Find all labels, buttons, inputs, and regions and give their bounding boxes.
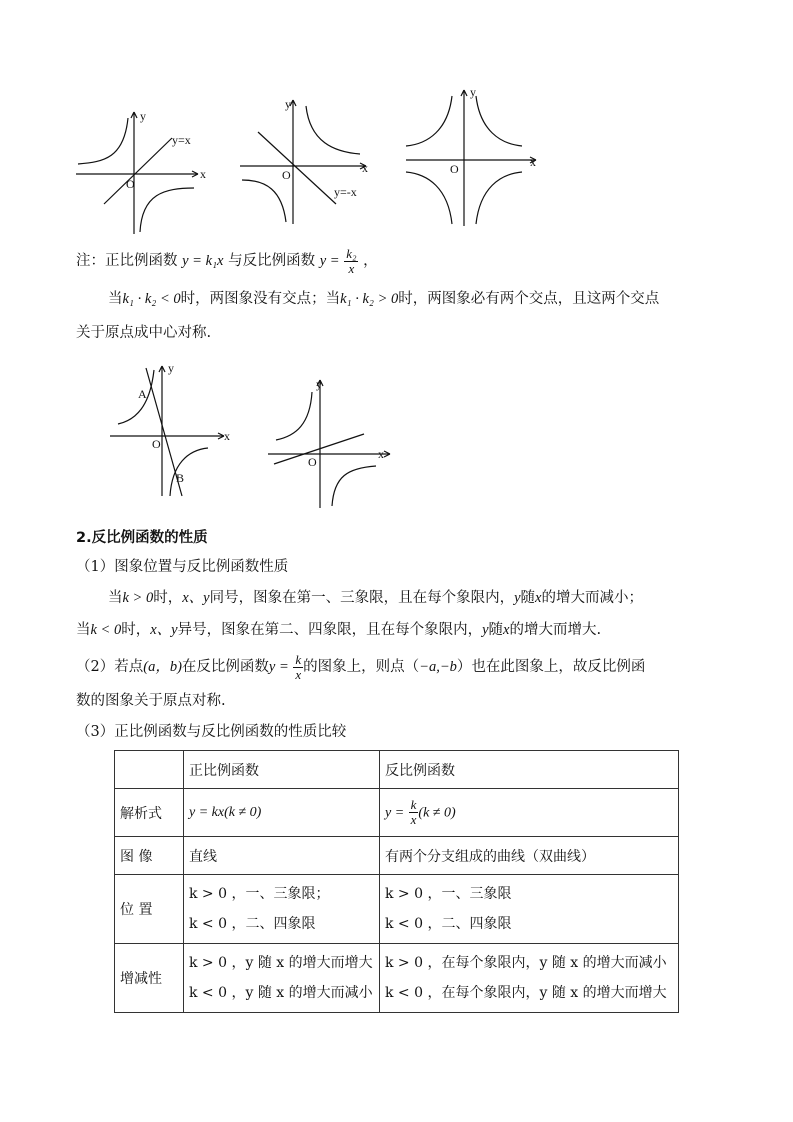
y-axis-label: y bbox=[285, 97, 291, 111]
graph-intersection-ab bbox=[108, 361, 230, 498]
table-header-direct: 正比例函数 bbox=[184, 751, 380, 789]
sub3-title: （3）正比例函数与反比例函数的性质比较 bbox=[76, 724, 347, 740]
graph-hyperbola-with-y-eq-x bbox=[74, 108, 214, 236]
row-label: 增减性 bbox=[115, 944, 184, 1013]
y-axis-label: y bbox=[316, 377, 322, 391]
line-y-eq-x bbox=[104, 138, 172, 204]
inverse-fraction: $\frac{\text{k₂}}{x}$ bbox=[346, 245, 357, 276]
x-axis-label: x bbox=[224, 429, 230, 443]
x-axis-label: x bbox=[530, 155, 536, 169]
property-k-negative: 当k < 0时，x、y异号，图象在第二、四象限，且在每个象限内，y随x的增大而增大. bbox=[76, 622, 602, 638]
comparison-table bbox=[114, 750, 679, 1013]
sub1-title: （1）图象位置与反比例函数性质 bbox=[76, 559, 289, 575]
y-axis-label: y bbox=[470, 85, 476, 99]
line-label: y=-x bbox=[334, 185, 357, 199]
hyperbola-branch-q2 bbox=[276, 392, 312, 440]
hyperbola-branch-q4 bbox=[476, 172, 522, 224]
table-row bbox=[115, 875, 679, 944]
table-cell bbox=[115, 751, 184, 789]
sub2-line-2: 数的图象关于原点对称. bbox=[76, 693, 226, 709]
x-axis-label: x bbox=[200, 167, 206, 181]
hyperbola-branch-q3 bbox=[406, 172, 452, 224]
table-row bbox=[115, 837, 679, 875]
graph-hyperbola-with-y-eq-negx bbox=[238, 96, 378, 226]
origin-label: O bbox=[126, 177, 135, 191]
sub2-line-1: （2）若点(a，b)在反比例函数y = $\frac{k}{x}$ 的图象上，则点（−a,−b）也在此图象上，故反比例函 bbox=[76, 651, 646, 682]
formula-inverse: y = $\frac{k}{x}$ (k ≠ 0) bbox=[380, 789, 679, 837]
formula-inverse-fraction: $\frac{k}{x}$ bbox=[410, 797, 417, 827]
note-line-2: 当k₁ · k₂ < 0时，两图象没有交点；当k₁ · k₂ > 0时，两图象必有两个交点，且这两个交点 bbox=[108, 291, 660, 307]
hyperbola-branch-upper bbox=[78, 118, 128, 164]
hyperbola-branch-q2 bbox=[406, 96, 452, 146]
row-label: 位 置 bbox=[115, 875, 184, 944]
sub2-fraction: $\frac{k}{x}$ bbox=[295, 651, 302, 682]
origin-label: O bbox=[450, 162, 459, 176]
graph-hyperbola-both bbox=[404, 85, 544, 228]
table-header-inverse: 反比例函数 bbox=[380, 751, 679, 789]
monotonic-direct: k > 0 ，y 随 x 的增大而增大 k < 0 ，y 随 x 的增大而减小 bbox=[184, 944, 380, 1013]
point-b-label: B bbox=[176, 471, 185, 485]
note-line-3: 关于原点成中心对称. bbox=[76, 325, 212, 341]
hyperbola-branch-q1 bbox=[476, 96, 522, 146]
origin-label: O bbox=[308, 455, 317, 469]
row-label: 图 像 bbox=[115, 837, 184, 875]
property-k-positive: 当k > 0时，x、y同号，图象在第一、三象限，且在每个象限内，y随x的增大而减小； bbox=[108, 590, 643, 606]
inverse-lhs: y = bbox=[319, 253, 340, 269]
hyperbola-branch-q1 bbox=[306, 106, 360, 154]
position-direct: k > 0 ，一、三象限； k < 0 ，二、四象限 bbox=[184, 875, 380, 944]
table-row bbox=[115, 789, 679, 837]
note-line-1: 注：正比例函数 y = k₁x 与反比例函数 y = $\frac{\text{k₂}}{x}$ ， bbox=[76, 245, 378, 276]
x-axis-label: x bbox=[362, 161, 368, 175]
position-inverse: k > 0 ，一、三象限 k < 0 ，二、四象限 bbox=[380, 875, 679, 944]
row-label: 解析式 bbox=[115, 789, 184, 837]
point-a-label: A bbox=[138, 387, 147, 401]
section-title: 2.反比例函数的性质 bbox=[76, 530, 208, 546]
direct-formula: y = k₁x bbox=[182, 253, 224, 269]
origin-label: O bbox=[152, 437, 161, 451]
graph-no-intersection bbox=[266, 376, 394, 510]
graph-direct: 直线 bbox=[184, 837, 380, 875]
origin-label: O bbox=[282, 168, 291, 182]
x-axis-label: x bbox=[378, 447, 384, 461]
y-axis-label: y bbox=[140, 109, 146, 123]
table-row bbox=[115, 944, 679, 1013]
monotonic-inverse: k > 0 ，在每个象限内，y 随 x 的增大而减小 k < 0 ，在每个象限内，y 随 x 的增大而增大 bbox=[380, 944, 679, 1013]
table-header-row bbox=[115, 751, 679, 789]
formula-direct: y = kx(k ≠ 0) bbox=[184, 789, 380, 837]
hyperbola-branch-q4 bbox=[332, 466, 376, 506]
line-label: y=x bbox=[172, 133, 191, 147]
hyperbola-branch-lower bbox=[140, 188, 194, 232]
hyperbola-branch-q3 bbox=[242, 180, 286, 222]
graph-inverse: 有两个分支组成的曲线（双曲线） bbox=[380, 837, 679, 875]
shallow-line bbox=[274, 434, 364, 464]
y-axis-label: y bbox=[168, 361, 174, 375]
